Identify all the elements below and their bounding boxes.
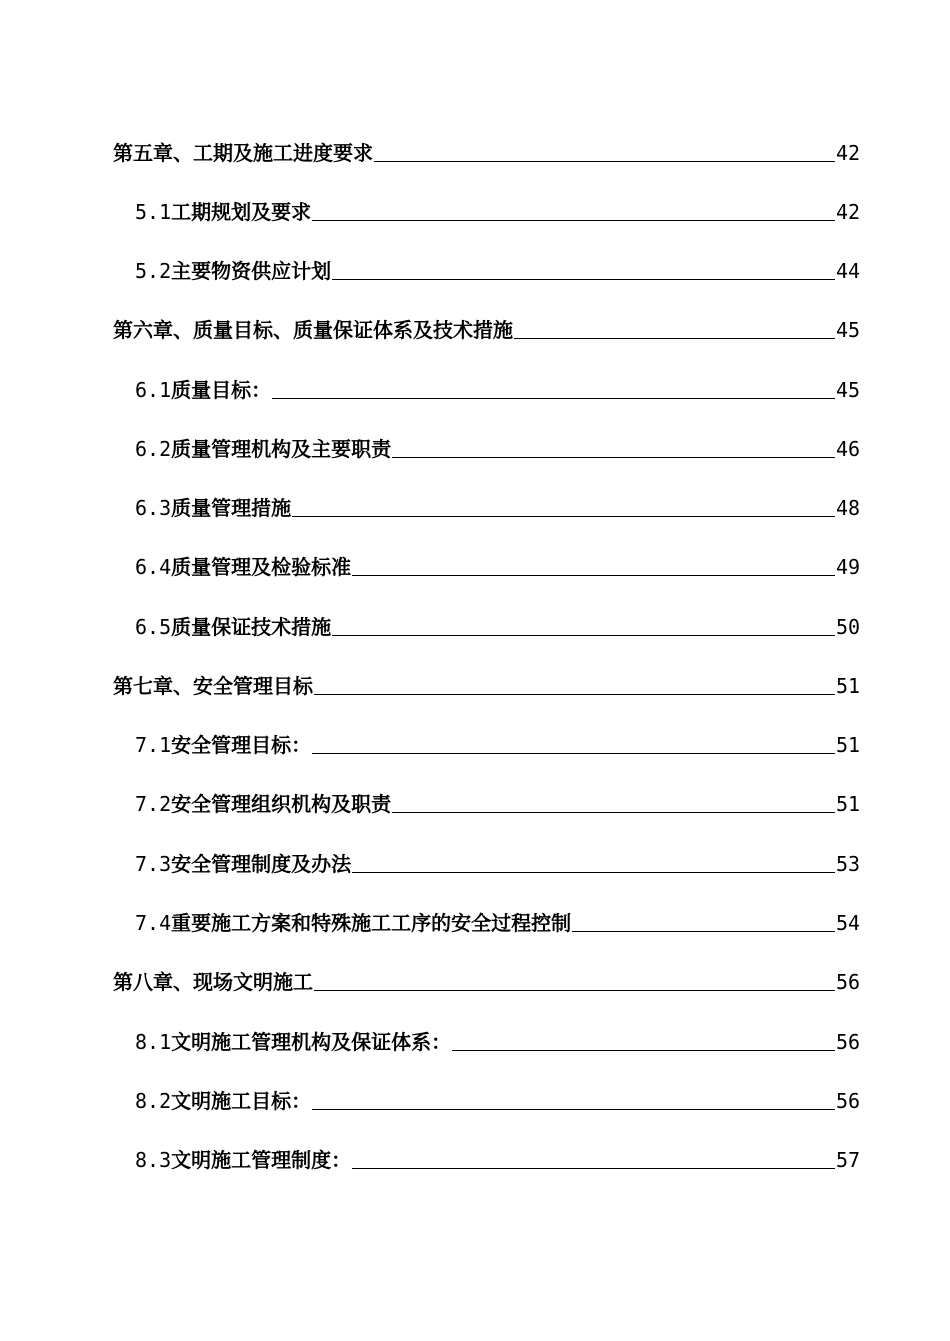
toc-page-number: 42 — [836, 200, 861, 224]
toc-leader-line — [352, 872, 835, 873]
toc-entry-title: 8.1文明施工管理机构及保证体系： — [135, 1030, 452, 1054]
toc-page-number: 51 — [836, 733, 861, 757]
toc-page-number: 45 — [836, 318, 861, 342]
toc-entry-8-1[interactable] — [135, 1024, 860, 1054]
toc-entry-7-4[interactable] — [135, 905, 860, 935]
toc-entry-6-4[interactable] — [135, 549, 860, 579]
toc-leader-line — [314, 694, 835, 695]
toc-entry-8-2[interactable] — [135, 1083, 860, 1113]
toc-entry-chapter-6[interactable] — [113, 312, 860, 342]
toc-leader-line — [312, 220, 835, 221]
toc-page-number: 56 — [836, 1030, 861, 1054]
toc-entry-title: 第八章、现场文明施工 — [113, 970, 313, 994]
toc-leader-line — [292, 516, 835, 517]
toc-leader-line — [514, 338, 835, 339]
toc-entry-chapter-7[interactable] — [113, 668, 860, 698]
toc-page-number: 44 — [836, 259, 861, 283]
toc-page-number: 45 — [836, 378, 861, 402]
toc-entry-title: 7.3安全管理制度及办法 — [135, 852, 352, 876]
toc-entry-title: 7.1安全管理目标： — [135, 733, 312, 757]
toc-entry-title: 7.4重要施工方案和特殊施工工序的安全过程控制 — [135, 911, 572, 935]
toc-page-number: 50 — [836, 615, 861, 639]
toc-entry-8-3[interactable] — [135, 1142, 860, 1172]
toc-entry-chapter-5[interactable] — [113, 135, 860, 165]
toc-leader-line — [314, 990, 835, 991]
toc-entry-title: 5.2主要物资供应计划 — [135, 259, 332, 283]
toc-leader-line — [272, 398, 835, 399]
toc-entry-title: 6.3质量管理措施 — [135, 496, 292, 520]
toc-entry-title: 第七章、安全管理目标 — [113, 674, 313, 698]
toc-leader-line — [352, 1168, 835, 1169]
toc-page-number: 53 — [836, 852, 861, 876]
toc-entry-6-2[interactable] — [135, 431, 860, 461]
toc-entry-title: 6.1质量目标： — [135, 378, 272, 402]
toc-page-number: 49 — [836, 555, 861, 579]
toc-entry-title: 7.2安全管理组织机构及职责 — [135, 792, 392, 816]
toc-page-number: 56 — [836, 970, 861, 994]
toc-entry-title: 第六章、质量目标、质量保证体系及技术措施 — [113, 318, 513, 342]
toc-page-number: 56 — [836, 1089, 861, 1113]
toc-leader-line — [392, 457, 835, 458]
toc-entry-title: 6.4质量管理及检验标准 — [135, 555, 352, 579]
toc-entry-title: 第五章、工期及施工进度要求 — [113, 141, 373, 165]
toc-page-number: 48 — [836, 496, 861, 520]
toc-entry-6-3[interactable] — [135, 490, 860, 520]
toc-entry-title: 6.5质量保证技术措施 — [135, 615, 332, 639]
toc-leader-line — [374, 161, 835, 162]
toc-entry-5-1[interactable] — [135, 194, 860, 224]
toc-leader-line — [572, 931, 835, 932]
toc-leader-line — [332, 279, 835, 280]
toc-page-number: 42 — [836, 141, 861, 165]
toc-entry-7-3[interactable] — [135, 846, 860, 876]
toc-entry-title: 8.3文明施工管理制度： — [135, 1148, 352, 1172]
toc-entry-title: 8.2文明施工目标： — [135, 1089, 312, 1113]
toc-leader-line — [312, 1109, 835, 1110]
toc-leader-line — [392, 812, 835, 813]
toc-page-number: 51 — [836, 792, 861, 816]
toc-entry-7-1[interactable] — [135, 727, 860, 757]
toc-entry-chapter-8[interactable] — [113, 964, 860, 994]
toc-leader-line — [352, 575, 835, 576]
toc-entry-6-1[interactable] — [135, 372, 860, 402]
toc-entry-6-5[interactable] — [135, 609, 860, 639]
toc-leader-line — [332, 635, 835, 636]
toc-entry-title: 5.1工期规划及要求 — [135, 200, 312, 224]
toc-entry-7-2[interactable] — [135, 786, 860, 816]
toc-page-number: 57 — [836, 1148, 861, 1172]
toc-leader-line — [452, 1050, 835, 1051]
toc-entry-title: 6.2质量管理机构及主要职责 — [135, 437, 392, 461]
toc-leader-line — [312, 753, 835, 754]
toc-entry-5-2[interactable] — [135, 253, 860, 283]
toc-page-number: 51 — [836, 674, 861, 698]
toc-page-number: 46 — [836, 437, 861, 461]
toc-page-number: 54 — [836, 911, 861, 935]
